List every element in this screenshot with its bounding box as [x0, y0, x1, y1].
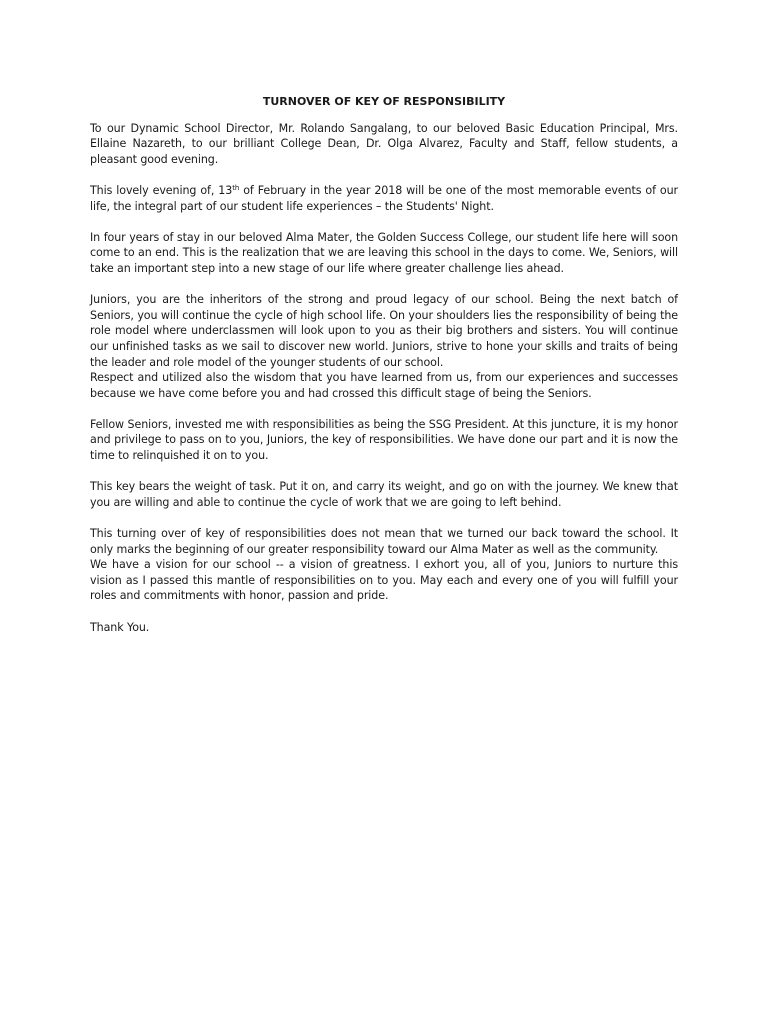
document-body [90, 94, 678, 635]
alma-mater-paragraph: In four years of stay in our beloved Alma Mater, the Golden Success College, our student life here will soon come to an end. This is the realization that we are leaving this school in the days to come. We, Seniors, will take an important step into a new stage of our life where greater challenge lies ahead. [90, 230, 678, 275]
date-paragraph [90, 183, 678, 214]
juniors-paragraph: Juniors, you are the inheritors of the strong and proud legacy of our school. Being the next batch of Seniors, you will continue the cycle of high school life. On your shoulders lies the responsibility of being the role model where underclassmen will look upon to you as their big brothers and sisters. You will continue our unfinished tasks as we sail to discover new world. Juniors, strive to hone your skills and traits of being the leader and role model of the younger students of our school. [90, 293, 678, 369]
greeting-paragraph: To our Dynamic School Director, Mr. Rolando Sangalang, to our beloved Basic Education Principal, Mrs. Ellaine Nazareth, to our brilliant College Dean, Dr. Olga Alvarez, Faculty and Staff, fellow students, a pleasant good evening. [90, 121, 678, 166]
date-ordinal-suffix: th [232, 183, 240, 192]
date-text-before: This lovely evening of, 13 [90, 183, 233, 197]
date-text-after: of February in the year 2018 will be one of the most memorable events of our life, the integral part of our student life experiences – the Students' Night. [90, 183, 678, 213]
document-title: TURNOVER OF KEY OF RESPONSIBILITY [262, 95, 506, 108]
closing-line: Thank You. [90, 620, 150, 634]
key-weight-paragraph: This key bears the weight of task. Put it on, and carry its weight, and go on with the journey. We knew that you are willing and able to continue the cycle of work that we are going to left behind. [90, 480, 678, 509]
vision-paragraph: We have a vision for our school -- a vision of greatness. I exhort you, all of you, Juniors to nurture this vision as I passed this mantle of responsibilities on to you. May each and every one of you will fulfill your roles and commitments with honor, passion and pride. [90, 558, 678, 603]
respect-paragraph: Respect and utilized also the wisdom that you have learned from us, from our experiences and successes because we have come before you and had crossed this difficult stage of being the Seniors. [90, 371, 678, 400]
turning-over-paragraph: This turning over of key of responsibilities does not mean that we turned our back toward the school. It only marks the beginning of our greater responsibility toward our Alma Mater as well as the community. [90, 527, 678, 556]
ssg-president-paragraph: Fellow Seniors, invested me with responsibilities as being the SSG President. At this juncture, it is my honor and privilege to pass on to you, Juniors, the key of responsibilities. We have done our part and it is now the time to relinquished it on to you. [90, 417, 678, 463]
